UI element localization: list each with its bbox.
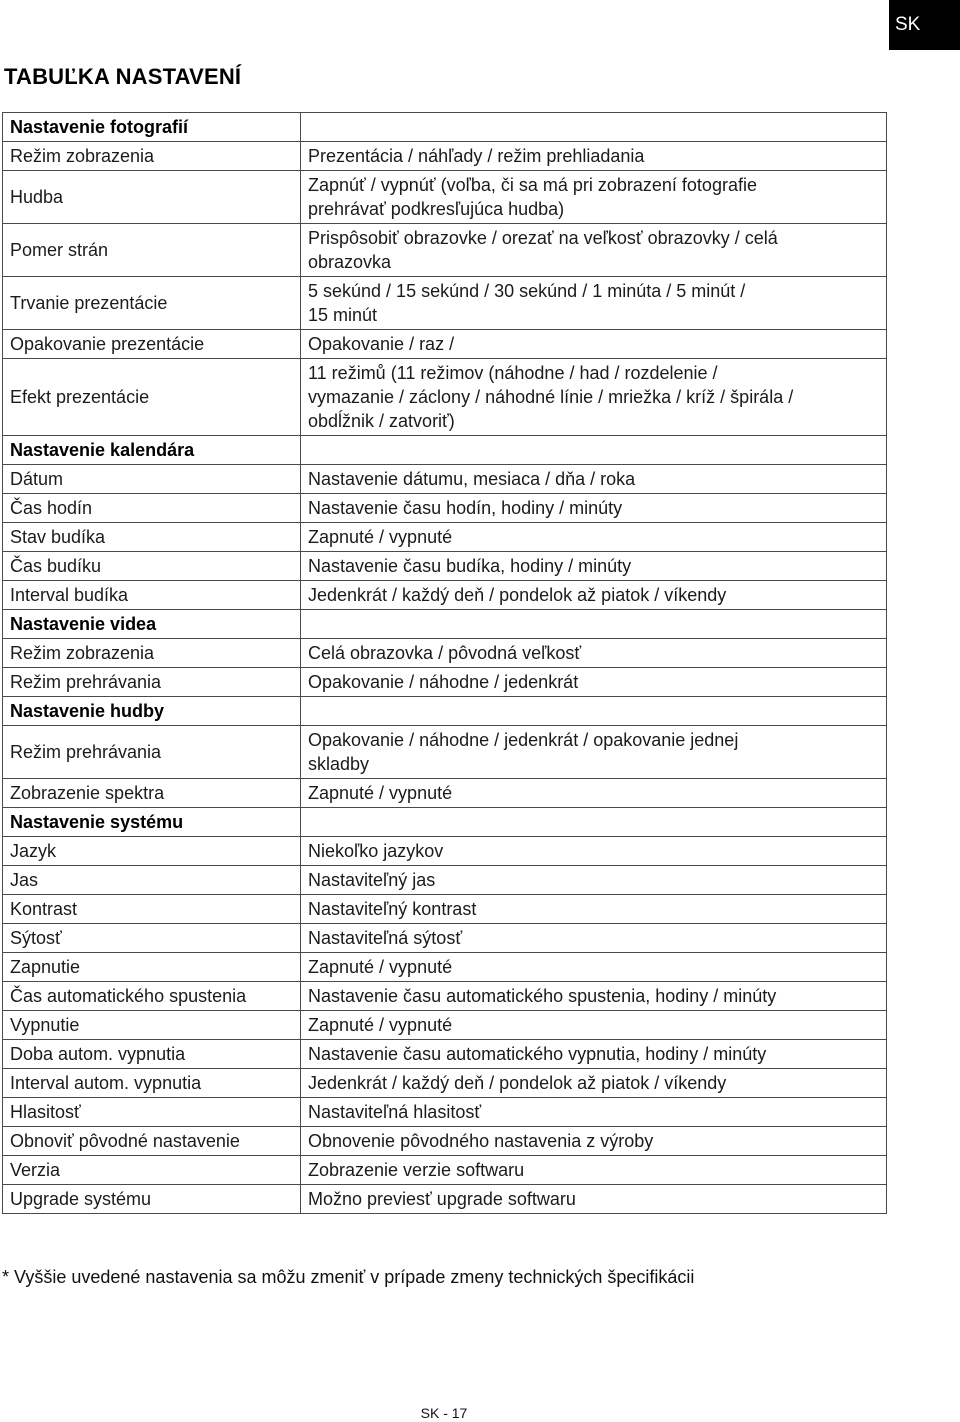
setting-name: Režim prehrávania	[3, 668, 301, 697]
setting-name: Interval budíka	[3, 581, 301, 610]
setting-name: Hudba	[3, 171, 301, 224]
setting-name: Trvanie prezentácie	[3, 277, 301, 330]
setting-name: Vypnutie	[3, 1011, 301, 1040]
setting-value: Jedenkrát / každý deň / pondelok až piatok / víkendy	[301, 581, 887, 610]
setting-value: Nastaviteľný kontrast	[301, 895, 887, 924]
setting-name: Kontrast	[3, 895, 301, 924]
setting-name: Verzia	[3, 1156, 301, 1185]
setting-value: 11 režimů (11 režimov (náhodne / had / rozdelenie / vymazanie / záclony / náhodné línie / mriežka / kríž / špirála / obdĺžnik / zatvoriť)	[301, 359, 887, 436]
setting-value: Nastaviteľná hlasitosť	[301, 1098, 887, 1127]
setting-value: Nastavenie dátumu, mesiaca / dňa / roka	[301, 465, 887, 494]
setting-value: Nastaviteľná sýtosť	[301, 924, 887, 953]
setting-row	[3, 277, 887, 330]
setting-value: Zapnuté / vypnuté	[301, 523, 887, 552]
setting-name: Zobrazenie spektra	[3, 779, 301, 808]
setting-name: Obnoviť pôvodné nastavenie	[3, 1127, 301, 1156]
setting-name: Stav budíka	[3, 523, 301, 552]
setting-row	[3, 523, 887, 552]
setting-row	[3, 494, 887, 523]
setting-value: Prezentácia / náhľady / režim prehliadania	[301, 142, 887, 171]
setting-row	[3, 726, 887, 779]
setting-value: Celá obrazovka / pôvodná veľkosť	[301, 639, 887, 668]
setting-value: Obnovenie pôvodného nastavenia z výroby	[301, 1127, 887, 1156]
section-row	[3, 113, 887, 142]
setting-value: Nastavenie času automatického spustenia, hodiny / minúty	[301, 982, 887, 1011]
setting-value: Zapnuté / vypnuté	[301, 1011, 887, 1040]
setting-row	[3, 330, 887, 359]
section-empty-cell	[301, 113, 887, 142]
settings-table	[2, 112, 887, 1214]
page-title: TABUĽKA NASTAVENÍ	[4, 64, 242, 89]
setting-name: Čas hodín	[3, 494, 301, 523]
setting-row	[3, 1011, 887, 1040]
setting-row	[3, 837, 887, 866]
setting-row	[3, 924, 887, 953]
setting-row	[3, 552, 887, 581]
setting-row	[3, 1040, 887, 1069]
setting-row	[3, 581, 887, 610]
setting-row	[3, 1069, 887, 1098]
setting-name: Jazyk	[3, 837, 301, 866]
section-heading: Nastavenie fotografií	[3, 113, 301, 142]
setting-row	[3, 866, 887, 895]
setting-row	[3, 982, 887, 1011]
setting-value: Zapnúť / vypnúť (voľba, či sa má pri zobrazení fotografie prehrávať podkresľujúca hudba)	[301, 171, 887, 224]
section-row	[3, 436, 887, 465]
setting-row	[3, 465, 887, 494]
setting-row	[3, 359, 887, 436]
setting-name: Hlasitosť	[3, 1098, 301, 1127]
setting-row	[3, 953, 887, 982]
setting-name: Opakovanie prezentácie	[3, 330, 301, 359]
setting-value: Opakovanie / náhodne / jedenkrát	[301, 668, 887, 697]
setting-row	[3, 224, 887, 277]
setting-name: Efekt prezentácie	[3, 359, 301, 436]
page-number: SK - 17	[420, 1405, 468, 1421]
setting-name: Dátum	[3, 465, 301, 494]
setting-row	[3, 1156, 887, 1185]
setting-name: Jas	[3, 866, 301, 895]
section-heading: Nastavenie hudby	[3, 697, 301, 726]
setting-name: Upgrade systému	[3, 1185, 301, 1214]
setting-name: Režim prehrávania	[3, 726, 301, 779]
setting-name: Zapnutie	[3, 953, 301, 982]
setting-name: Doba autom. vypnutia	[3, 1040, 301, 1069]
section-row	[3, 808, 887, 837]
setting-row	[3, 1185, 887, 1214]
setting-row	[3, 668, 887, 697]
setting-row	[3, 895, 887, 924]
section-empty-cell	[301, 697, 887, 726]
section-empty-cell	[301, 610, 887, 639]
setting-value: Opakovanie / raz /	[301, 330, 887, 359]
setting-value: Nastaviteľný jas	[301, 866, 887, 895]
setting-value: Možno previesť upgrade softwaru	[301, 1185, 887, 1214]
language-tab: SK	[889, 0, 960, 50]
setting-value: Nastavenie času hodín, hodiny / minúty	[301, 494, 887, 523]
setting-name: Režim zobrazenia	[3, 639, 301, 668]
section-heading: Nastavenie videa	[3, 610, 301, 639]
section-empty-cell	[301, 436, 887, 465]
setting-value: Jedenkrát / každý deň / pondelok až piatok / víkendy	[301, 1069, 887, 1098]
setting-row	[3, 1127, 887, 1156]
setting-name: Interval autom. vypnutia	[3, 1069, 301, 1098]
setting-value: Nastavenie času automatického vypnutia, hodiny / minúty	[301, 1040, 887, 1069]
setting-value: 5 sekúnd / 15 sekúnd / 30 sekúnd / 1 minúta / 5 minút / 15 minút	[301, 277, 887, 330]
setting-name: Sýtosť	[3, 924, 301, 953]
section-row	[3, 697, 887, 726]
setting-value: Niekoľko jazykov	[301, 837, 887, 866]
setting-name: Pomer strán	[3, 224, 301, 277]
setting-value: Prispôsobiť obrazovke / orezať na veľkosť obrazovky / celá obrazovka	[301, 224, 887, 277]
setting-value: Zapnuté / vypnuté	[301, 779, 887, 808]
section-heading: Nastavenie systému	[3, 808, 301, 837]
setting-name: Čas budíku	[3, 552, 301, 581]
setting-row	[3, 142, 887, 171]
section-heading: Nastavenie kalendára	[3, 436, 301, 465]
setting-row	[3, 171, 887, 224]
setting-row	[3, 639, 887, 668]
setting-value: Zapnuté / vypnuté	[301, 953, 887, 982]
setting-value: Nastavenie času budíka, hodiny / minúty	[301, 552, 887, 581]
setting-value: Zobrazenie verzie softwaru	[301, 1156, 887, 1185]
footnote: * Vyššie uvedené nastavenia sa môžu zmeniť v prípade zmeny technických špecifikácii	[2, 1267, 695, 1287]
setting-name: Režim zobrazenia	[3, 142, 301, 171]
setting-value: Opakovanie / náhodne / jedenkrát / opakovanie jednej skladby	[301, 726, 887, 779]
setting-name: Čas automatického spustenia	[3, 982, 301, 1011]
setting-row	[3, 1098, 887, 1127]
section-row	[3, 610, 887, 639]
section-empty-cell	[301, 808, 887, 837]
setting-row	[3, 779, 887, 808]
